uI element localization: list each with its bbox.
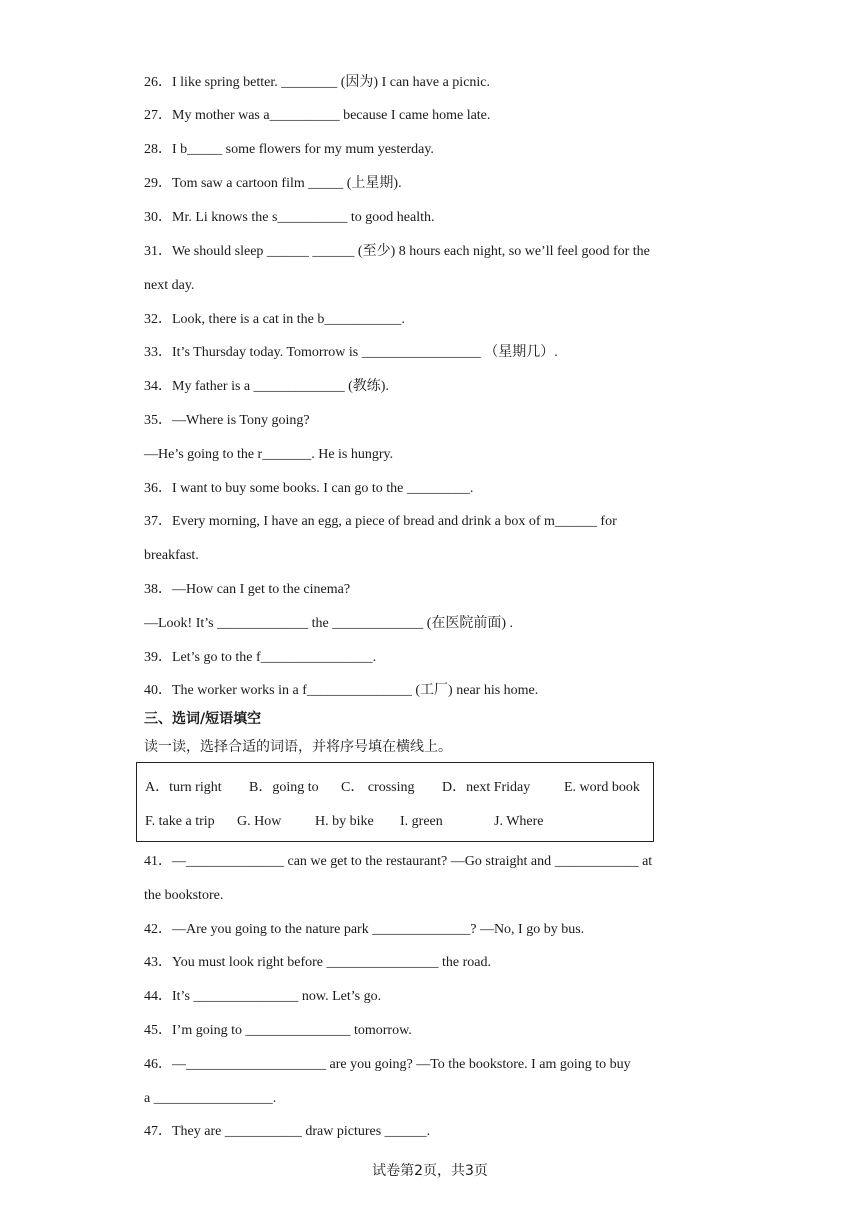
question-44: 44．It’s _______________ now. Let’s go. — [144, 989, 382, 1004]
question-35: 35．—Where is Tony going? — [144, 413, 310, 428]
question-40: 40．The worker works in a f_______________ (工厂) near his home. — [144, 683, 539, 698]
option-g: G. How — [237, 814, 282, 829]
question-38: 38．—How can I get to the cinema? — [144, 582, 351, 597]
question-34: 34．My father is a _____________ (教练). — [144, 379, 389, 394]
option-c: C． crossing — [341, 780, 415, 795]
option-d: D．next Friday — [442, 780, 531, 795]
option-b: B．going to — [249, 780, 319, 795]
question-37-cont: breakfast. — [144, 548, 199, 563]
page-footer: 试卷第2页，共3页 — [372, 1163, 488, 1179]
question-27: 27．My mother was a__________ because I came home late. — [144, 108, 491, 123]
question-47: 47．They are ___________ draw pictures ______. — [144, 1124, 431, 1139]
question-26: 26．I like spring better. ________ (因为) I can have a picnic. — [144, 75, 491, 90]
question-41: 41．—______________ can we get to the restaurant? —Go straight and ____________ at — [144, 854, 653, 869]
option-e: E. word book — [564, 780, 640, 795]
option-a: A．turn right — [145, 780, 222, 795]
question-32: 32．Look, there is a cat in the b___________. — [144, 312, 405, 327]
option-h: H. by bike — [315, 814, 374, 829]
question-38-answer: —Look! It’s _____________ the _____________ (在医院前面) . — [144, 616, 514, 631]
question-46-cont: a _________________. — [144, 1091, 277, 1106]
question-35-answer: —He’s going to the r_______. He is hungry. — [144, 447, 394, 462]
option-j: J. Where — [494, 814, 544, 829]
option-f: F. take a trip — [145, 814, 215, 829]
question-42: 42．—Are you going to the nature park ______________? —No, I go by bus. — [144, 922, 585, 937]
question-43: 43．You must look right before ________________ the road. — [144, 955, 491, 970]
question-33: 33．It’s Thursday today. Tomorrow is _________________ （星期几）. — [144, 345, 558, 360]
question-31: 31．We should sleep ______ ______ (至少) 8 hours each night, so we’ll feel good for the — [144, 244, 650, 259]
option-i: I. green — [400, 814, 443, 829]
question-30: 30．Mr. Li knows the s__________ to good health. — [144, 210, 435, 225]
options-box — [136, 762, 654, 842]
question-31-cont: next day. — [144, 278, 195, 293]
question-41-cont: the bookstore. — [144, 888, 224, 903]
section-instruction: 读一读，选择合适的词语，并将序号填在横线上。 — [144, 739, 452, 755]
question-45: 45．I’m going to _______________ tomorrow. — [144, 1023, 412, 1038]
question-29: 29．Tom saw a cartoon film _____ (上星期). — [144, 176, 402, 191]
question-28: 28．I b_____ some flowers for my mum yesterday. — [144, 142, 434, 157]
question-37: 37．Every morning, I have an egg, a piece of bread and drink a box of m______ for — [144, 514, 617, 529]
question-36: 36．I want to buy some books. I can go to the _________. — [144, 481, 474, 496]
question-39: 39．Let’s go to the f________________. — [144, 650, 377, 665]
question-46: 46．—____________________ are you going? —To the bookstore. I am going to buy — [144, 1057, 631, 1072]
section-heading: 三、选词/短语填空 — [144, 711, 262, 727]
